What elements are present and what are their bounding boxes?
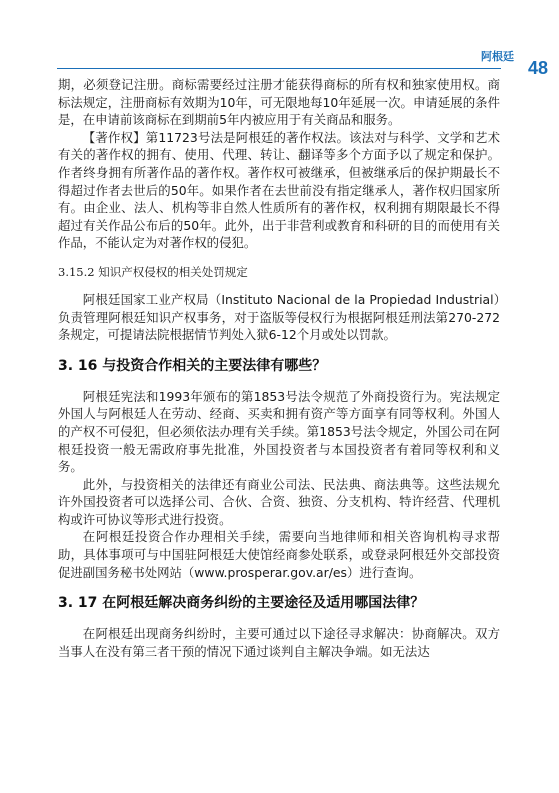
subsection-title-3-15-2: 3.15.2 知识产权侵权的相关处罚规定 [58,264,248,279]
paragraph-trademark-continued: 期，必须登记注册。商标需要经过注册才能获得商标的所有权和独家使用权。商标法规定，注册商标有效期为10年，可无限地每10年延展一次。申请延展的条件是，在申请前该商标在到期前5年内被应用于有关商品和服务。 [58,77,500,128]
page-number: 48 [527,58,548,78]
paragraph-investment-procedures: 在阿根廷投资合作办理相关手续，需要向当地律师和相关咨询机构寻求帮助，具体事项可与中国驻阿根廷大使馆经商参处联系，或登录阿根廷外交部投资促进副国务秘书处网站（www.prosperar.gov.ar/es）进行查询。 [58,529,500,580]
header-divider [57,68,501,69]
paragraph-investment-constitution: 阿根廷宪法和1993年颁布的第1853号法令规范了外商投资行为。宪法规定外国人与阿根廷人在劳动、经商、买卖和拥有资产等方面享有同等权利。外国人的产权不可侵犯，但必须依法办理有关手续。第1853号法令规定，外国公司在阿根廷投资一般无需政府事先批准，外国投资者与本国投资者有着同等权利和义务。 [58,388,500,475]
paragraph-copyright: 【著作权】第11723号法是阿根廷的著作权法。该法对与科学、文学和艺术有关的著作权的拥有、使用、代理、转让、翻译等多个方面予以了规定和保护。作者终身拥有所著作品的著作权。著作权可被继承，但被继承后的保护期最长不得超过作者去世后的50年。如果作者在去世前没有指定继承人，著作权归国家所有。由企业、法人、机构等非自然人性质所有的著作权，权利拥有期限最长不得超过有关作品公布后的50年。此外，出于非营利或教育和科研的目的而使用有关作品，不能认定为对著作权的侵犯。 [58,129,500,251]
paragraph-investment-other-laws: 此外，与投资相关的法律还有商业公司法、民法典、商法典等。这些法规允许外国投资者可以选择公司、合伙、合资、独资、分支机构、特许经营、代理机构或许可协议等形式进行投资。 [58,476,500,527]
paragraph-dispute-resolution: 在阿根廷出现商务纠纷时，主要可通过以下途径寻求解决：协商解决。双方当事人在没有第三者干预的情况下通过谈判自主解决争端。如无法达 [58,626,500,659]
section-title-3-16: 3. 16 与投资合作相关的主要法律有哪些？ [58,357,327,374]
section-title-3-17: 3. 17 在阿根廷解决商务纠纷的主要途径及适用哪国法律？ [58,595,425,612]
page-body [58,76,500,660]
paragraph-ip-penalties: 阿根廷国家工业产权局（Instituto Nacional de la Propiedad Industrial）负责管理阿根廷知识产权事务，对于盗版等侵权行为根据阿根廷刑法第270-272条规定，可提请法院根据情节判处入狱6-12个月或处以罚款。 [58,291,500,343]
running-header-label: 阿根廷 [481,50,514,63]
